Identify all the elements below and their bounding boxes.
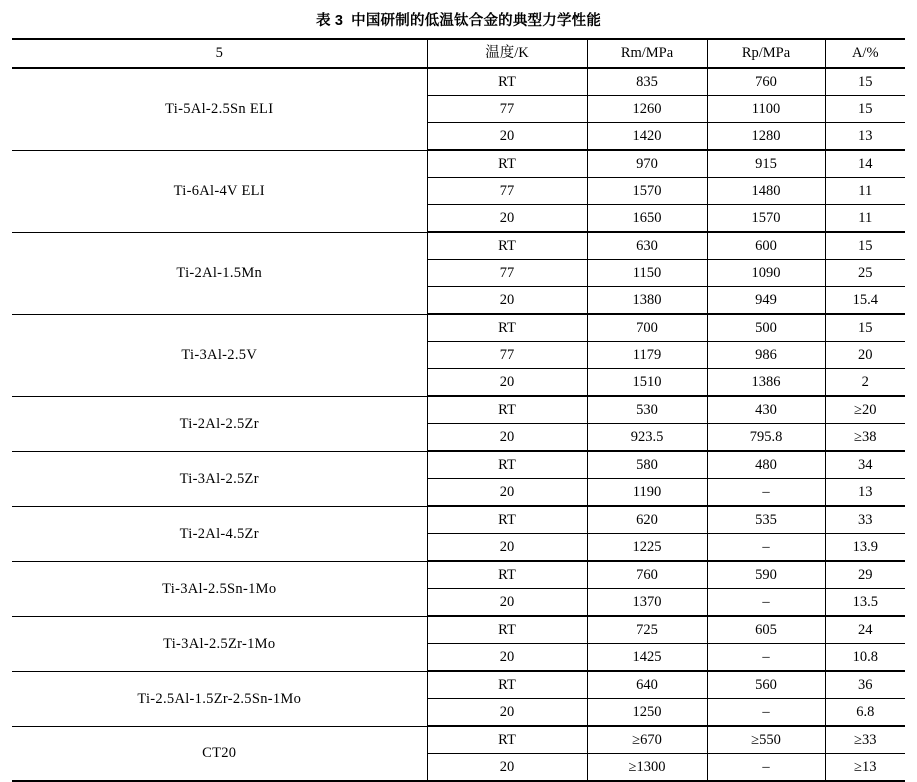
elongation-cell: 34 [825,451,905,479]
rp-cell: 1570 [707,205,825,233]
elongation-cell: ≥38 [825,424,905,452]
alloy-name-cell: Ti-3Al-2.5V [12,314,427,396]
alloy-name-cell: Ti-3Al-2.5Sn-1Mo [12,561,427,616]
rp-cell: 760 [707,68,825,96]
rp-cell: 590 [707,561,825,589]
rm-cell: 1420 [587,123,707,151]
rm-cell: 1250 [587,699,707,727]
temperature-cell: 20 [427,754,587,782]
elongation-cell: 11 [825,178,905,205]
elongation-cell: 13.9 [825,534,905,562]
column-header-elongation: A/% [825,39,905,68]
elongation-cell: 11 [825,205,905,233]
temperature-cell: 20 [427,534,587,562]
temperature-cell: 20 [427,369,587,397]
alloy-name-cell: Ti-3Al-2.5Zr-1Mo [12,616,427,671]
elongation-cell: 13.5 [825,589,905,617]
alloy-name-cell: Ti-6Al-4V ELI [12,150,427,232]
rp-cell: 560 [707,671,825,699]
temperature-cell: RT [427,314,587,342]
elongation-cell: 14 [825,150,905,178]
rm-cell: 1190 [587,479,707,507]
alloy-name-cell: Ti-3Al-2.5Zr [12,451,427,506]
alloy-name-cell: Ti-2Al-1.5Mn [12,232,427,314]
rm-cell: 725 [587,616,707,644]
alloy-name-cell: Ti-5Al-2.5Sn ELI [12,68,427,150]
elongation-cell: 10.8 [825,644,905,672]
rm-cell: 1260 [587,96,707,123]
rp-cell: 1280 [707,123,825,151]
temperature-cell: 20 [427,699,587,727]
table-row [12,232,905,260]
rp-cell: 949 [707,287,825,315]
table-row [12,150,905,178]
temperature-cell: RT [427,451,587,479]
rm-cell: 760 [587,561,707,589]
elongation-cell: 13 [825,123,905,151]
rm-cell: 1650 [587,205,707,233]
rm-cell: 1510 [587,369,707,397]
elongation-cell: 36 [825,671,905,699]
rp-cell: 795.8 [707,424,825,452]
temperature-cell: 77 [427,178,587,205]
elongation-cell: ≥33 [825,726,905,754]
rm-cell: ≥670 [587,726,707,754]
rm-cell: ≥1300 [587,754,707,782]
table-body [12,68,905,781]
rm-cell: 530 [587,396,707,424]
rp-cell: – [707,754,825,782]
rp-cell: 915 [707,150,825,178]
table-row [12,616,905,644]
rm-cell: 640 [587,671,707,699]
temperature-cell: 20 [427,589,587,617]
temperature-cell: 77 [427,260,587,287]
table-row [12,451,905,479]
rp-cell: 986 [707,342,825,369]
elongation-cell: 15.4 [825,287,905,315]
rp-cell: 1480 [707,178,825,205]
rm-cell: 1425 [587,644,707,672]
rp-cell: 1100 [707,96,825,123]
table-row [12,506,905,534]
rm-cell: 1179 [587,342,707,369]
table-caption-number: 表 3 [315,13,344,29]
rp-cell: 1090 [707,260,825,287]
table-row [12,726,905,754]
rm-cell: 970 [587,150,707,178]
temperature-cell: RT [427,506,587,534]
rp-cell: – [707,699,825,727]
elongation-cell: 20 [825,342,905,369]
temperature-cell: 20 [427,205,587,233]
table-header [12,39,905,68]
temperature-cell: 20 [427,644,587,672]
rp-cell: 480 [707,451,825,479]
rp-cell: 605 [707,616,825,644]
rm-cell: 923.5 [587,424,707,452]
column-header-alloy: 5 [12,39,427,68]
elongation-cell: 25 [825,260,905,287]
rm-cell: 630 [587,232,707,260]
temperature-cell: RT [427,150,587,178]
column-header-rp: Rp/MPa [707,39,825,68]
rp-cell: 430 [707,396,825,424]
rp-cell: ≥550 [707,726,825,754]
elongation-cell: 15 [825,314,905,342]
rp-cell: 535 [707,506,825,534]
alloy-name-cell: CT20 [12,726,427,781]
table-row [12,671,905,699]
alloy-name-cell: Ti-2Al-4.5Zr [12,506,427,561]
table-header-row [12,39,905,68]
rp-cell: – [707,534,825,562]
elongation-cell: 2 [825,369,905,397]
temperature-cell: RT [427,671,587,699]
rp-cell: – [707,589,825,617]
table-row [12,68,905,96]
table-caption [12,9,905,30]
mechanical-properties-table [12,38,905,782]
elongation-cell: 24 [825,616,905,644]
temperature-cell: 77 [427,342,587,369]
column-header-temperature: 温度/K [427,39,587,68]
table-row [12,314,905,342]
temperature-cell: RT [427,616,587,644]
elongation-cell: 15 [825,96,905,123]
rp-cell: – [707,644,825,672]
rm-cell: 620 [587,506,707,534]
temperature-cell: RT [427,561,587,589]
rm-cell: 700 [587,314,707,342]
elongation-cell: 29 [825,561,905,589]
rm-cell: 1370 [587,589,707,617]
temperature-cell: 20 [427,479,587,507]
rm-cell: 1380 [587,287,707,315]
elongation-cell: 33 [825,506,905,534]
table-caption-text: 中国研制的低温钛合金的典型力学性能 [351,13,602,29]
elongation-cell: ≥13 [825,754,905,782]
rp-cell: 600 [707,232,825,260]
alloy-name-cell: Ti-2.5Al-1.5Zr-2.5Sn-1Mo [12,671,427,726]
table-row [12,396,905,424]
rp-cell: 500 [707,314,825,342]
elongation-cell: 15 [825,232,905,260]
temperature-cell: 20 [427,287,587,315]
elongation-cell: 6.8 [825,699,905,727]
temperature-cell: RT [427,396,587,424]
rp-cell: 1386 [707,369,825,397]
elongation-cell: 15 [825,68,905,96]
alloy-name-cell: Ti-2Al-2.5Zr [12,396,427,451]
column-header-rm: Rm/MPa [587,39,707,68]
elongation-cell: ≥20 [825,396,905,424]
temperature-cell: RT [427,726,587,754]
rm-cell: 580 [587,451,707,479]
rm-cell: 1225 [587,534,707,562]
table-row [12,561,905,589]
rm-cell: 835 [587,68,707,96]
temperature-cell: 77 [427,96,587,123]
temperature-cell: RT [427,232,587,260]
rp-cell: – [707,479,825,507]
rm-cell: 1570 [587,178,707,205]
temperature-cell: RT [427,68,587,96]
temperature-cell: 20 [427,424,587,452]
rm-cell: 1150 [587,260,707,287]
temperature-cell: 20 [427,123,587,151]
elongation-cell: 13 [825,479,905,507]
